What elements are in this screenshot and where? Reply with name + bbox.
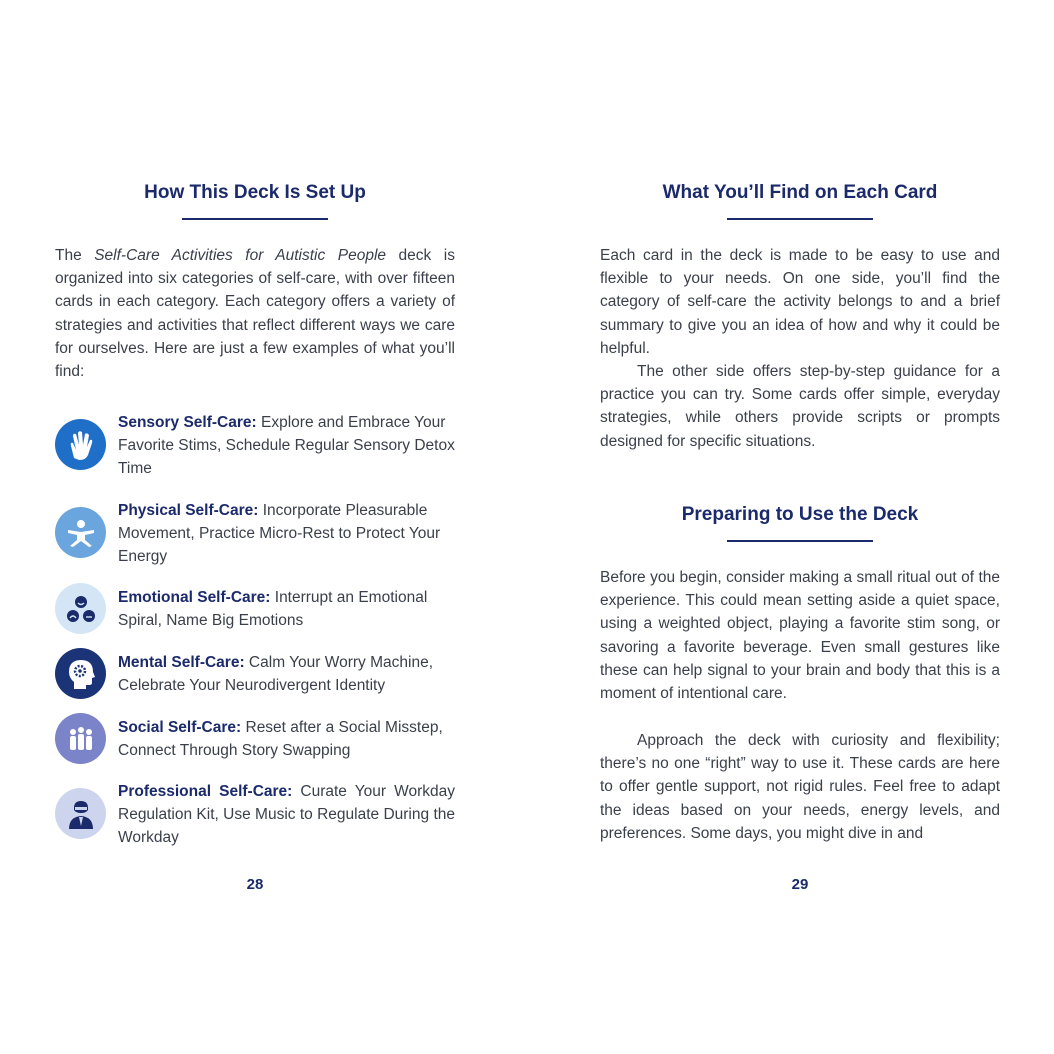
section-heading: Preparing to Use the Deck (681, 504, 919, 525)
category-desc: Incorporate Pleasurable Movement, Practice Micro-Rest to Protect Your Energy (118, 502, 441, 566)
category-desc: Interrupt an Emotional Spiral, Name Big Emotions (118, 589, 428, 630)
category-desc: Curate Your Workday Regulation Kit, Use Music to Regulate During the Workday (118, 783, 455, 847)
category-title: Sensory Self-Care: (118, 414, 257, 431)
page-number: 28 (246, 876, 264, 893)
section-heading: What You’ll Find on Each Card (662, 182, 938, 203)
category-desc: Reset after a Social Misstep, Connect Through Story Swapping (118, 719, 443, 760)
heading-underline (727, 218, 873, 220)
heading-underline (727, 540, 873, 542)
hand-icon (55, 419, 106, 470)
category-title: Physical Self-Care: (118, 502, 259, 519)
category-desc: Explore and Embrace Your Favorite Stims, Schedule Regular Sensory Detox Time (118, 414, 455, 478)
emotion-faces-icon (55, 583, 106, 634)
category-sensory (55, 411, 455, 491)
intro-prefix: The (55, 247, 95, 264)
page-number: 29 (791, 876, 809, 893)
paragraph: The other side offers step-by-step guidance for a practice you can try. Some cards offer simple, everyday strategies, while others provide scripts or prompts designed for specific situations. (600, 363, 1000, 450)
intro-paragraph (55, 244, 455, 383)
head-gears-icon (55, 648, 106, 699)
group-people-icon (55, 713, 106, 764)
category-physical (55, 499, 455, 579)
category-desc: Calm Your Worry Machine, Celebrate Your Neurodivergent Identity (118, 654, 433, 695)
section-heading: How This Deck Is Set Up (144, 182, 366, 203)
category-title: Emotional Self-Care: (118, 589, 271, 606)
category-title: Social Self-Care: (118, 719, 242, 736)
category-professional (55, 780, 455, 860)
category-title: Mental Self-Care: (118, 654, 245, 671)
paragraph: Approach the deck with curiosity and flexibility; there’s no one “right” way to use it. These cards are here to offer gentle support, not rigid rules. Feel free to adapt the ideas based on your needs, energy levels, and preferences. Some days, you might dive in and (600, 732, 1000, 842)
stretching-person-icon (55, 507, 106, 558)
heading-underline (182, 218, 328, 220)
intro-rest: deck is organized into six categories of self-care, with over fifteen cards in each category. Each category offers a variety of strategies and activities that reflect different ways we care for ourselves. Here are just a few examples of what you’ll find: (55, 247, 455, 381)
deck-title-italic: Self-Care Activities for Autistic People (94, 247, 387, 264)
paragraph: Before you begin, consider making a small ritual out of the experience. This could mean setting aside a quiet space, using a weighted object, playing a favorite stim song, or savoring a favorite beverage. Even small gestures like these can help signal to your brain and body that this is a moment of intentional care. (600, 569, 1000, 703)
paragraph: Each card in the deck is made to be easy to use and flexible to your needs. On one side, you’ll find the category of self-care the activity belongs to and a brief summary to give you an idea of how and why it could be helpful. (600, 247, 1000, 357)
category-title: Professional Self-Care: (118, 783, 293, 800)
businessperson-icon (55, 788, 106, 839)
